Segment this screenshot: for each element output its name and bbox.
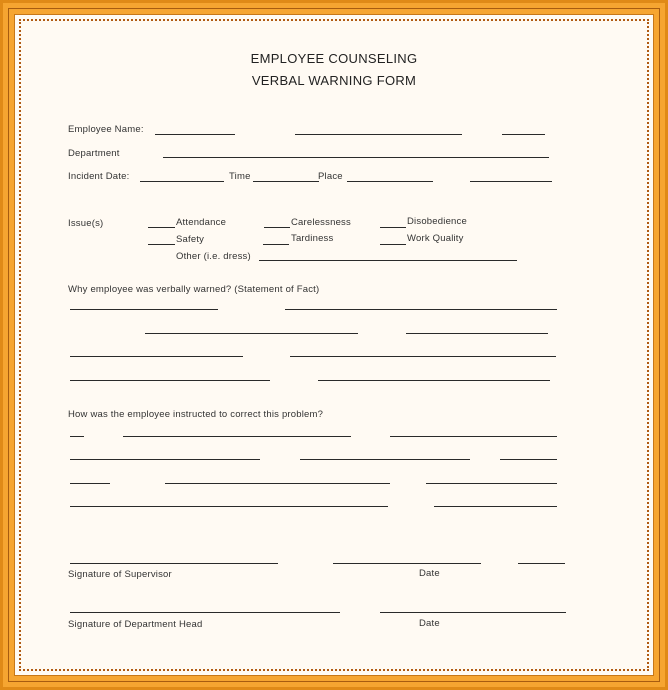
other-line[interactable] xyxy=(259,260,517,261)
work-quality-option: Work Quality xyxy=(407,233,464,244)
why-line-2a[interactable] xyxy=(145,333,358,334)
why-warned-question: Why employee was verbally warned? (Statement of Fact) xyxy=(68,284,320,295)
disobedience-check-line[interactable] xyxy=(380,227,406,228)
how-line-2a[interactable] xyxy=(70,459,260,460)
supervisor-signature-label: Signature of Supervisor xyxy=(68,569,172,580)
supervisor-date-line-2[interactable] xyxy=(518,563,565,564)
employee-name-line-2[interactable] xyxy=(295,134,462,135)
how-line-1c[interactable] xyxy=(390,436,557,437)
supervisor-date-line-1[interactable] xyxy=(333,563,481,564)
department-line[interactable] xyxy=(163,157,549,158)
employee-name-line-1[interactable] xyxy=(155,134,235,135)
dept-head-signature-line[interactable] xyxy=(70,612,340,613)
dept-head-signature-label: Signature of Department Head xyxy=(68,619,203,630)
work-quality-check-line[interactable] xyxy=(380,244,406,245)
how-line-2c[interactable] xyxy=(500,459,557,460)
incident-date-label: Incident Date: xyxy=(68,171,130,182)
attendance-check-line[interactable] xyxy=(148,227,175,228)
how-line-3b[interactable] xyxy=(165,483,390,484)
other-option: Other (i.e. dress) xyxy=(176,251,251,262)
why-line-3b[interactable] xyxy=(290,356,556,357)
carelessness-option: Carelessness xyxy=(291,217,351,228)
issues-label: Issue(s) xyxy=(68,218,104,229)
place-line-2[interactable] xyxy=(470,181,552,182)
how-line-2b[interactable] xyxy=(300,459,470,460)
safety-option: Safety xyxy=(176,234,205,245)
why-line-4a[interactable] xyxy=(70,380,270,381)
incident-date-line[interactable] xyxy=(140,181,224,182)
department-label: Department xyxy=(68,148,120,159)
dept-head-date-line[interactable] xyxy=(380,612,566,613)
carelessness-check-line[interactable] xyxy=(264,227,290,228)
why-line-2b[interactable] xyxy=(406,333,548,334)
place-label: Place xyxy=(318,171,343,182)
why-line-1a[interactable] xyxy=(70,309,218,310)
how-line-1b[interactable] xyxy=(123,436,351,437)
how-line-1a[interactable] xyxy=(70,436,84,437)
dept-head-date-label: Date xyxy=(419,618,440,629)
form-title-line2: VERBAL WARNING FORM xyxy=(251,73,417,88)
disobedience-option: Disobedience xyxy=(407,216,467,227)
tardiness-check-line[interactable] xyxy=(263,244,289,245)
how-line-3a[interactable] xyxy=(70,483,110,484)
supervisor-signature-line[interactable] xyxy=(70,563,278,564)
safety-check-line[interactable] xyxy=(148,244,175,245)
how-line-3c[interactable] xyxy=(426,483,557,484)
employee-name-line-3[interactable] xyxy=(502,134,545,135)
time-label: Time xyxy=(229,171,251,182)
how-line-4b[interactable] xyxy=(434,506,557,507)
attendance-option: Attendance xyxy=(176,217,227,228)
employee-name-label: Employee Name: xyxy=(68,124,144,135)
form-title-line1: EMPLOYEE COUNSELING xyxy=(250,51,418,66)
how-instructed-question: How was the employee instructed to correct this problem? xyxy=(68,409,324,420)
place-line-1[interactable] xyxy=(347,181,433,182)
tardiness-option: Tardiness xyxy=(291,233,334,244)
time-line[interactable] xyxy=(253,181,319,182)
why-line-4b[interactable] xyxy=(318,380,550,381)
why-line-3a[interactable] xyxy=(70,356,243,357)
how-line-4a[interactable] xyxy=(70,506,388,507)
why-line-1b[interactable] xyxy=(285,309,557,310)
supervisor-date-label: Date xyxy=(419,568,440,579)
